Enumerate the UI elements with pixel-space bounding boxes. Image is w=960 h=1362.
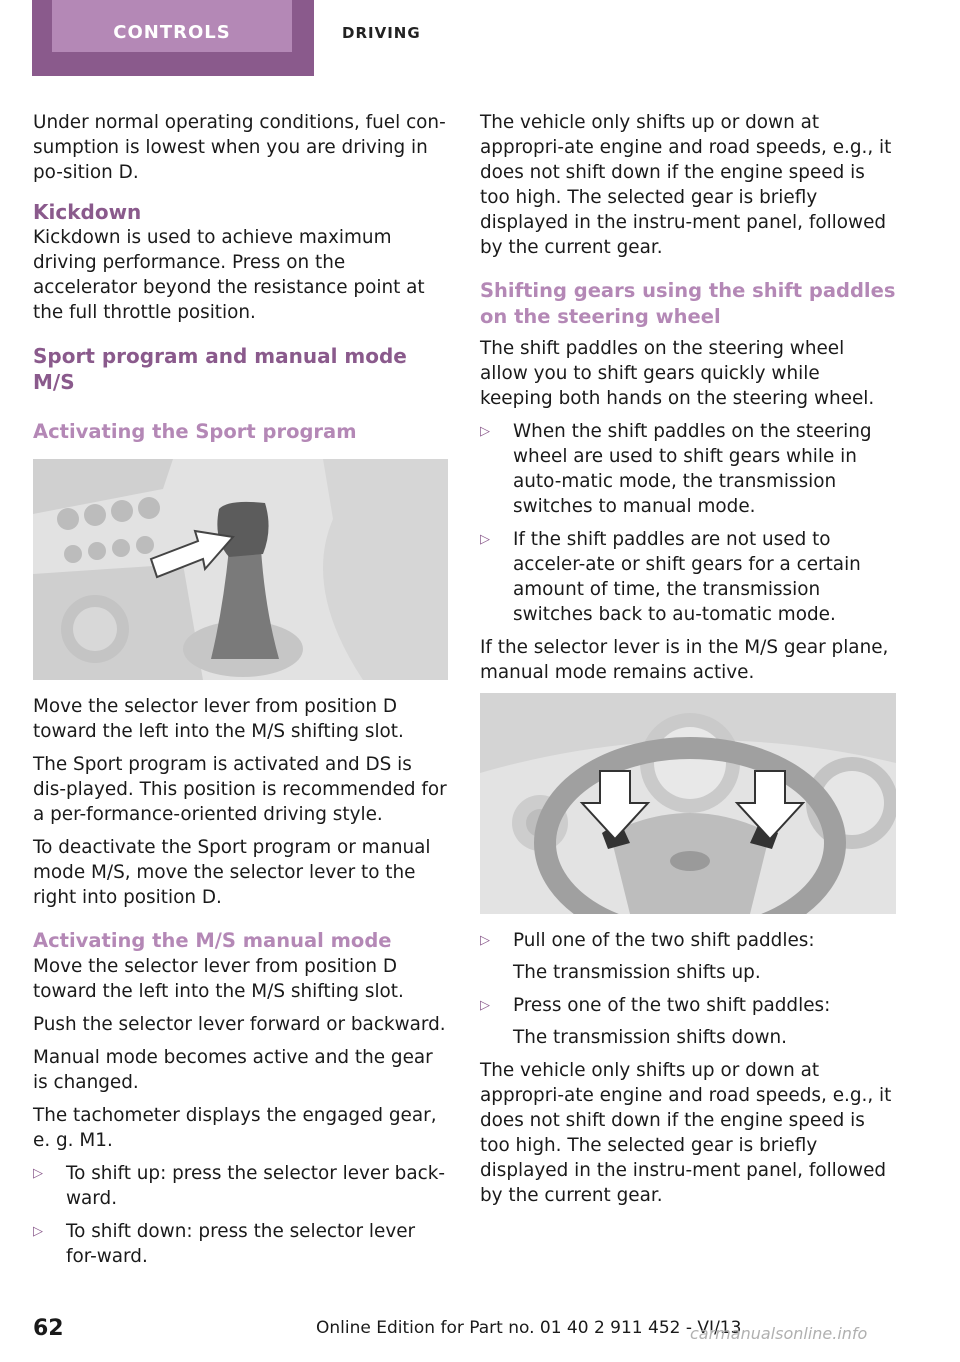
sport-activated-paragraph: The Sport program is activated and DS is dis-played. This position is recommended for a per-formance-oriented driving style.: [33, 754, 447, 825]
edition-footer: Online Edition for Part no. 01 40 2 911 452 - VI/13: [316, 1318, 742, 1338]
list-item: [480, 527, 896, 627]
intro-paragraph: Under normal operating conditions, fuel con-sumption is lowest when you are driving in po-sition D.: [33, 112, 446, 183]
selector-lever-image: [33, 459, 448, 680]
bullet-triangle-icon: ▷: [33, 1166, 43, 1181]
controls-tab-label: CONTROLS: [52, 0, 292, 52]
list-item: [480, 419, 896, 519]
shift-paddles-heading: Shifting gears using the shift paddles on the steering wheel: [480, 279, 896, 328]
kickdown-heading: Kickdown: [33, 200, 142, 224]
list-item-text: When the shift paddles on the steering wheel are used to shift gears while in auto-matic mode, the transmission switches to manual mode.: [513, 421, 872, 517]
list-item-text: Pull one of the two shift paddles:: [513, 930, 815, 951]
left-column: [33, 110, 449, 1277]
list-item: [33, 1219, 449, 1269]
activating-ms-heading: Activating the M/S manual mode: [33, 929, 392, 952]
bullet-triangle-icon: ▷: [480, 998, 490, 1013]
watermark: carmanualsonline.info: [690, 1324, 868, 1343]
list-item-text: Press one of the two shift paddles:: [513, 995, 831, 1016]
ms-active-paragraph: Manual mode becomes active and the gear is changed.: [33, 1047, 433, 1093]
sport-program-heading: Sport program and manual mode M/S: [33, 344, 407, 394]
paddle-bullet-list: [480, 419, 896, 627]
bullet-triangle-icon: ▷: [33, 1224, 43, 1239]
activating-sport-heading: Activating the Sport program: [33, 420, 357, 443]
list-item-result: The transmission shifts up.: [513, 962, 761, 983]
paddles-intro-paragraph: The shift paddles on the steering wheel allow you to shift gears quickly while keeping both hands on the steering wheel.: [480, 338, 875, 409]
deactivate-paragraph: To deactivate the Sport program or manual mode M/S, move the selector lever to the right into position D.: [33, 837, 431, 908]
driving-tab[interactable]: DRIVING: [342, 24, 421, 42]
list-item-text: To shift up: press the selector lever back-ward.: [66, 1163, 445, 1209]
ms-plane-paragraph: If the selector lever is in the M/S gear plane, manual mode remains active.: [480, 637, 889, 683]
page-number: 62: [33, 1316, 64, 1341]
ms-move-paragraph: Move the selector lever from position D toward the left into the M/S shifting slot.: [33, 956, 404, 1002]
shift-bullet-list: [33, 1161, 449, 1269]
kickdown-paragraph: Kickdown is used to achieve maximum driving performance. Press on the accelerator beyond the resistance point at the full throttle position.: [33, 227, 425, 323]
sport-move-paragraph: Move the selector lever from position D toward the left into the M/S shifting slot.: [33, 696, 404, 742]
tachometer-paragraph: The tachometer displays the engaged gear, e. g. M1.: [33, 1105, 437, 1151]
bullet-triangle-icon: ▷: [480, 532, 490, 547]
list-item: [33, 1161, 449, 1211]
ms-push-paragraph: Push the selector lever forward or backward.: [33, 1014, 446, 1035]
controls-tab[interactable]: [32, 0, 314, 76]
list-item: [480, 928, 896, 985]
bullet-triangle-icon: ▷: [480, 424, 490, 439]
list-item-result: The transmission shifts down.: [513, 1027, 787, 1048]
shift-note-paragraph: The vehicle only shifts up or down at appropri-ate engine and road speeds, e.g., it does not shift down if the engine speed is too high. The selected gear is briefly displayed in the instru-ment panel, followed by the current gear.: [480, 112, 892, 258]
right-column: [480, 110, 896, 1216]
list-item: [480, 993, 896, 1050]
list-item-text: To shift down: press the selector lever for-ward.: [66, 1221, 416, 1267]
steering-wheel-paddles-image: [480, 693, 896, 914]
action-bullet-list: [480, 928, 896, 1050]
bullet-triangle-icon: ▷: [480, 933, 490, 948]
shift-note-paragraph-2: The vehicle only shifts up or down at appropri-ate engine and road speeds, e.g., it does not shift down if the engine speed is too high. The selected gear is briefly displayed in the instru-ment panel, followed by the current gear.: [480, 1060, 892, 1206]
list-item-text: If the shift paddles are not used to acceler-ate or shift gears for a certain amount of time, the transmission switches back to au-tomatic mode.: [513, 529, 861, 625]
